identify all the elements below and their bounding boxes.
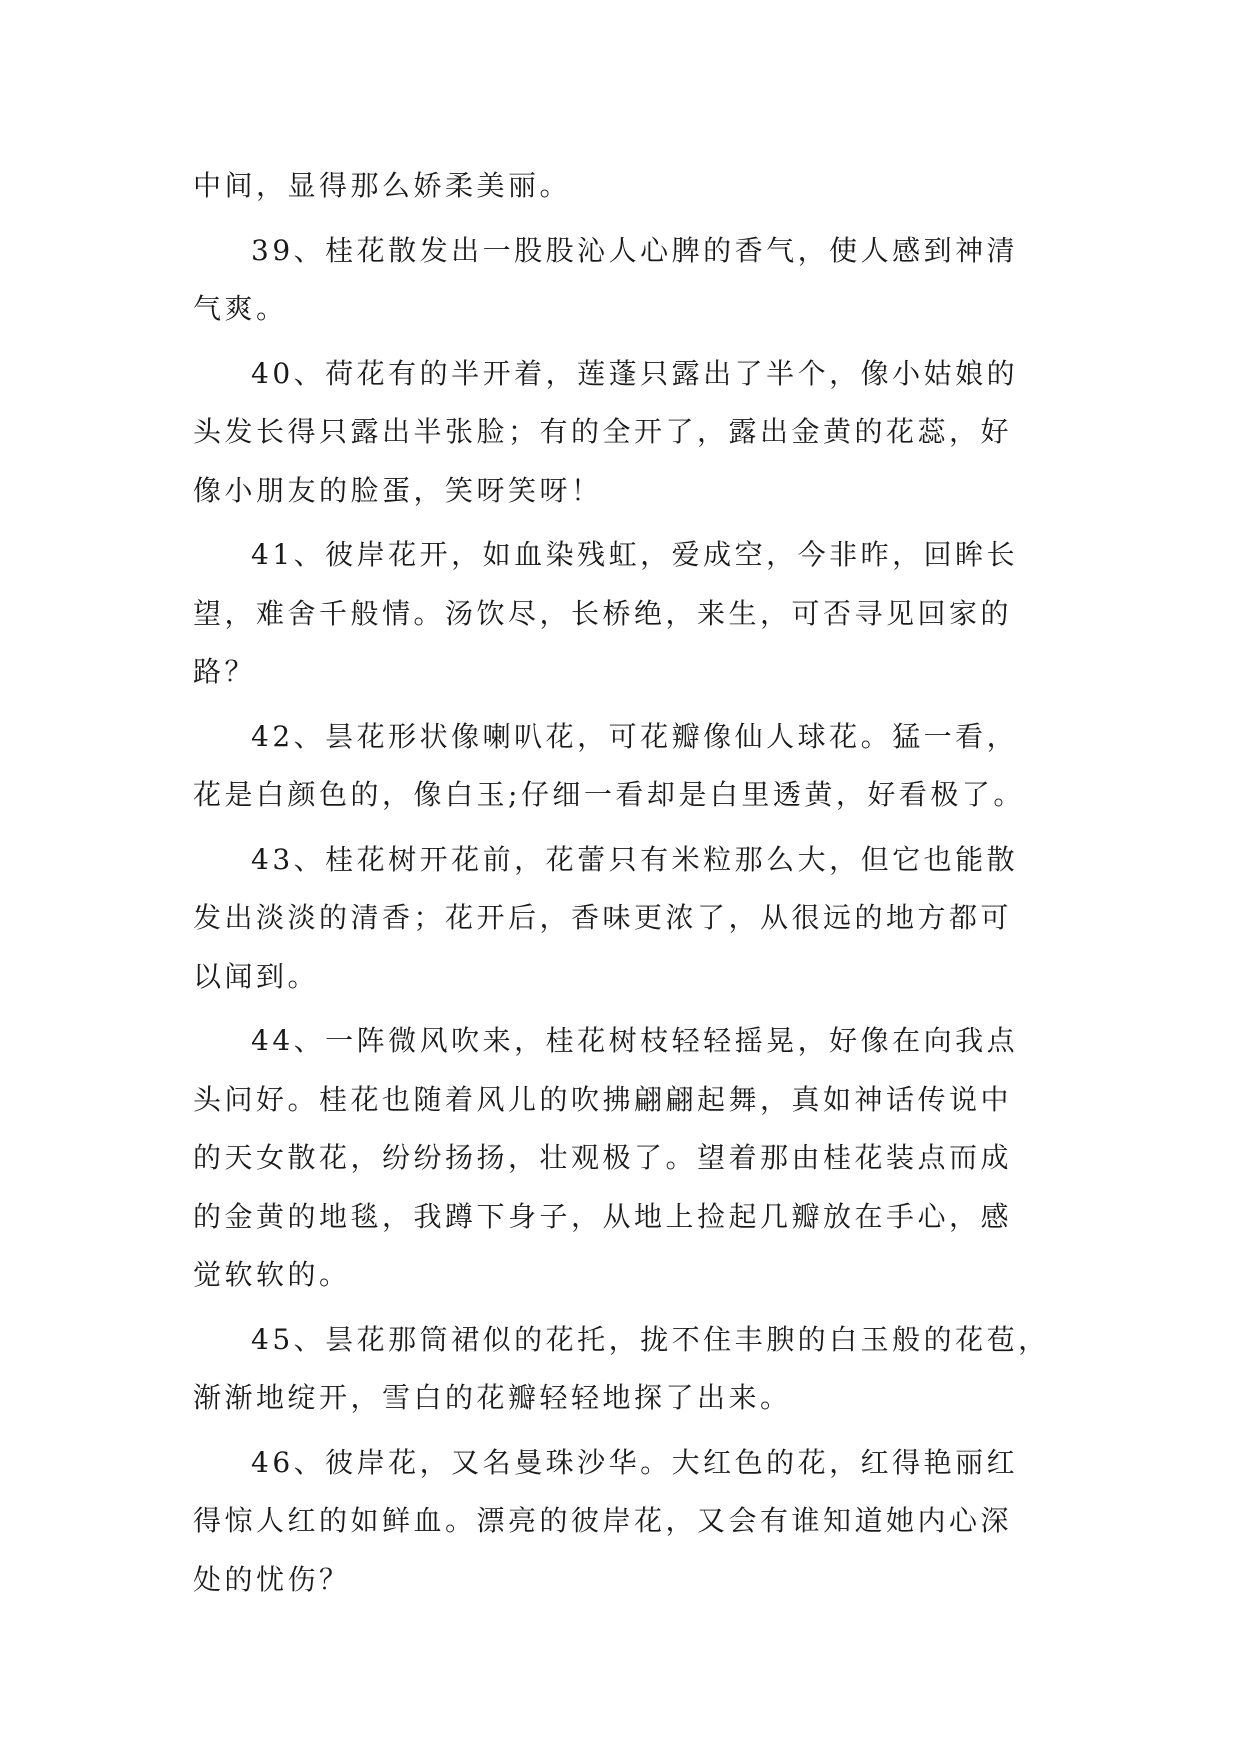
text-line: 的天女散花，纷纷扬扬，壮观极了。望着那由桂花装点而成 — [193, 1141, 1013, 1174]
text-line: 39、桂花散发出一股股沁人心脾的香气，使人感到神清 — [251, 233, 1019, 267]
text-line: 觉软软的。 — [193, 1258, 351, 1291]
text-line: 中间，显得那么娇柔美丽。 — [193, 169, 572, 202]
paragraph-44 — [193, 1012, 1053, 1305]
text-line: 渐渐地绽开，雪白的花瓣轻轻地探了出来。 — [193, 1381, 792, 1414]
text-line: 45、昙花那筒裙似的花托，拢不住丰腴的白玉般的花苞， — [251, 1322, 1050, 1356]
text-line: 46、彼岸花，又名曼珠沙华。大红色的花，红得艳丽红 — [251, 1445, 1019, 1479]
text-line: 的金黄的地毯，我蹲下身子，从地上捡起几瓣放在手心，感 — [193, 1199, 1013, 1233]
paragraph-41 — [193, 526, 1053, 702]
text-line: 头问好。桂花也随着风儿的吹拂翩翩起舞，真如神话传说中 — [193, 1082, 1013, 1116]
text-line: 40、荷花有的半开着，莲蓬只露出了半个，像小姑娘的 — [251, 356, 1019, 390]
text-line: 像小朋友的脸蛋，笑呀笑呀！ — [193, 473, 603, 507]
text-line: 42、昙花形状像喇叭花，可花瓣像仙人球花。猛一看， — [251, 719, 1019, 753]
paragraph — [193, 157, 1053, 216]
paragraph-42 — [193, 708, 1053, 825]
paragraph-45 — [193, 1311, 1053, 1428]
text-line: 44、一阵微风吹来，桂花树枝轻轻摇晃，好像在向我点 — [251, 1024, 1019, 1057]
text-line: 处的忧伤？ — [193, 1562, 351, 1596]
paragraph-39 — [193, 222, 1053, 339]
text-line: 花是白颜色的，像白玉;仔细一看却是白里透黄，好看极了。 — [193, 778, 1025, 811]
paragraph-40 — [193, 345, 1053, 521]
text-line: 路？ — [193, 655, 257, 688]
text-line: 气爽。 — [193, 292, 288, 325]
text-line: 望，难舍千般情。汤饮尽，长桥绝，来生，可否寻见回家的 — [193, 596, 1013, 630]
text-line: 以闻到。 — [193, 959, 320, 993]
text-line: 得惊人红的如鲜血。漂亮的彼岸花，又会有谁知道她内心深 — [193, 1504, 1013, 1537]
text-line: 43、桂花树开花前，花蕾只有米粒那么大，但它也能散 — [251, 842, 1019, 876]
text-line: 发出淡淡的清香；花开后，香味更浓了，从很远的地方都可 — [193, 901, 1013, 934]
paragraph-46 — [193, 1434, 1053, 1610]
paragraph-43 — [193, 831, 1053, 1007]
text-line: 头发长得只露出半张脸；有的全开了，露出金黄的花蕊，好 — [193, 415, 1013, 448]
document-body — [193, 157, 1053, 1609]
text-line: 41、彼岸花开，如血染残虹，爱成空，今非昨，回眸长 — [251, 538, 1019, 571]
